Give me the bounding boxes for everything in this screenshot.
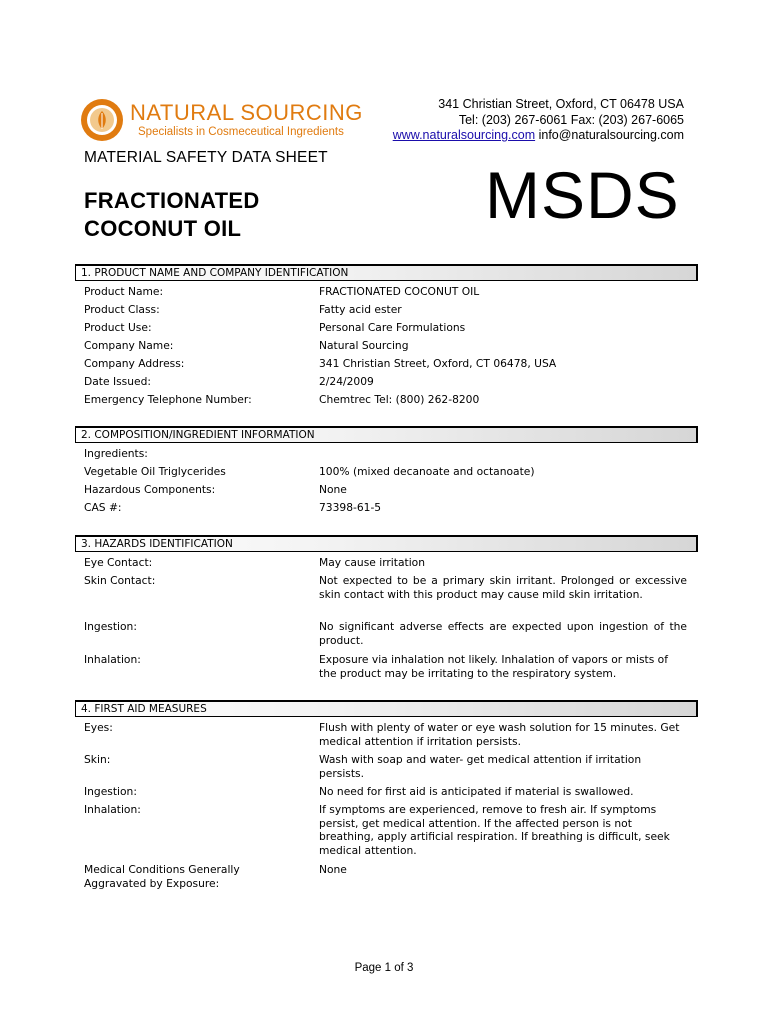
product-title-line1: FRACTIONATED	[84, 188, 260, 213]
field-label: Ingestion:	[84, 785, 137, 798]
field-value: 100% (mixed decanoate and octanoate)	[319, 465, 535, 478]
field-value: None	[319, 483, 347, 496]
logo-seal-icon	[80, 98, 124, 142]
field-label: Product Use:	[84, 321, 152, 334]
field-value: Chemtrec Tel: (800) 262-8200	[319, 393, 480, 406]
logo-tagline: Specialists in Cosmeceutical Ingredients	[138, 126, 344, 138]
field-value: Fatty acid ester	[319, 303, 402, 316]
field-value: No significant adverse effects are expected upon ingestion of the product.	[319, 620, 687, 647]
field-value: FRACTIONATED COCONUT OIL	[319, 285, 480, 298]
field-value: No need for first aid is anticipated if material is swallowed.	[319, 785, 634, 798]
field-value: 2/24/2009	[319, 375, 374, 388]
email-text[interactable]: info@naturalsourcing.com	[538, 128, 684, 142]
website-link[interactable]: www.naturalsourcing.com	[392, 128, 536, 142]
field-label: Date Issued:	[84, 375, 151, 388]
product-title	[84, 187, 260, 243]
sheet-type-heading: MATERIAL SAFETY DATA SHEET	[84, 149, 328, 166]
field-value: 341 Christian Street, Oxford, CT 06478, USA	[319, 357, 557, 370]
field-label: Ingestion:	[84, 620, 137, 633]
field-value: Personal Care Formulations	[319, 321, 466, 334]
field-label: Skin Contact:	[84, 574, 156, 587]
company-logo	[80, 98, 370, 144]
company-phone-fax: Tel: (203) 267-6061 Fax: (203) 267-6065	[458, 113, 684, 127]
company-address: 341 Christian Street, Oxford, CT 06478 USA	[438, 97, 684, 111]
msds-label: MSDS	[485, 158, 680, 232]
logo-name: NATURAL SOURCING	[130, 100, 363, 125]
field-value: 73398-61-5	[319, 501, 382, 514]
field-label: Inhalation:	[84, 653, 141, 666]
product-title-line2: COCONUT OIL	[84, 216, 242, 241]
section-4-header: 4. FIRST AID MEASURES	[75, 700, 698, 717]
field-label: Company Address:	[84, 357, 185, 370]
field-value: None	[319, 863, 347, 876]
field-label: Product Class:	[84, 303, 160, 316]
field-value: May cause irritation	[319, 556, 425, 569]
section-2-header: 2. COMPOSITION/INGREDIENT INFORMATION	[75, 426, 698, 443]
field-label: Medical Conditions Generally Aggravated by Exposure:	[84, 863, 240, 890]
field-value: Not expected to be a primary skin irritant. Prolonged or excessive skin contact with this product may cause mild skin irritation.	[319, 574, 687, 601]
company-web-contact	[393, 128, 684, 142]
field-label: Skin:	[84, 753, 111, 766]
field-label: CAS #:	[84, 501, 122, 514]
field-value: Wash with soap and water- get medical attention if irritation persists.	[319, 753, 642, 780]
field-value: Exposure via inhalation not likely. Inhalation of vapors or mists of the product may be irritating to the respiratory system.	[319, 653, 668, 680]
field-label: Vegetable Oil Triglycerides	[84, 465, 226, 478]
field-label: Inhalation:	[84, 803, 141, 816]
field-label: Product Name:	[84, 285, 164, 298]
field-value: Natural Sourcing	[319, 339, 409, 352]
field-value: If symptoms are experienced, remove to fresh air. If symptoms persist, get medical attention. If the affected person is not breathing, apply artificial respiration. If breathing is difficult, seek medical attention.	[319, 803, 670, 857]
page-number: Page 1 of 3	[354, 962, 414, 974]
section-3-header: 3. HAZARDS IDENTIFICATION	[75, 535, 698, 552]
field-label: Company Name:	[84, 339, 174, 352]
field-label: Eye Contact:	[84, 556, 153, 569]
section-1-header: 1. PRODUCT NAME AND COMPANY IDENTIFICATION	[75, 264, 698, 281]
field-label: Eyes:	[84, 721, 113, 734]
field-label: Hazardous Components:	[84, 483, 216, 496]
field-label: Ingredients:	[84, 447, 148, 460]
field-label: Emergency Telephone Number:	[84, 393, 252, 406]
field-value: Flush with plenty of water or eye wash solution for 15 minutes. Get medical attention if irritation persists.	[319, 721, 680, 748]
